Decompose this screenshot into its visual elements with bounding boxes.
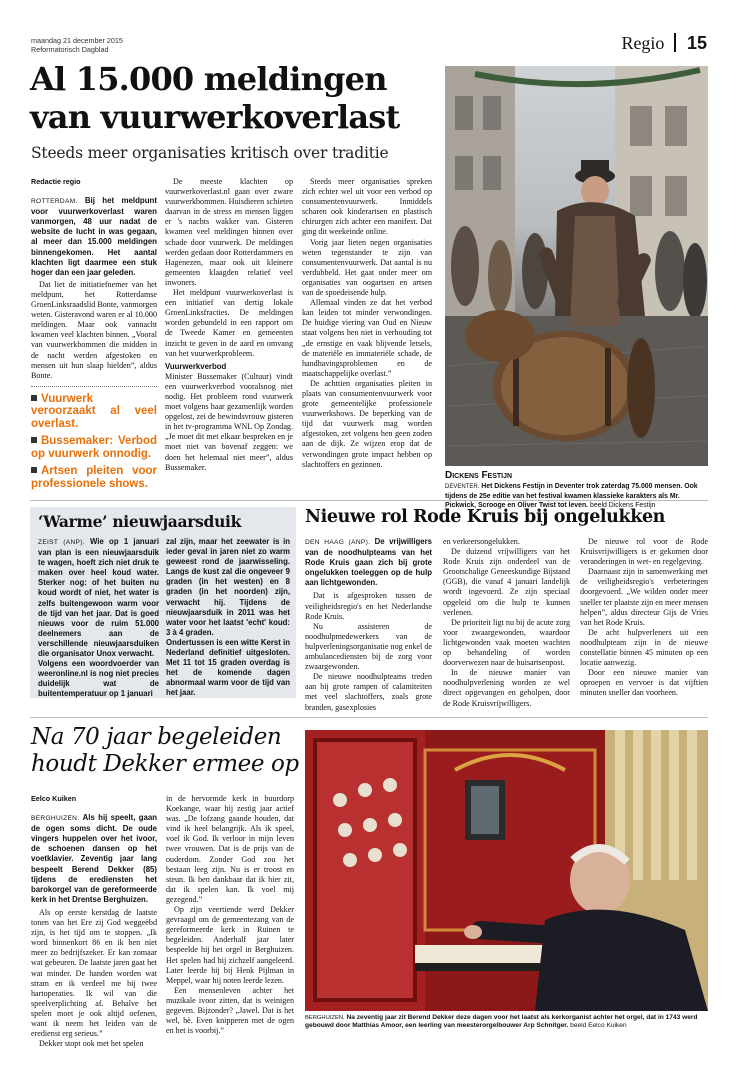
article1-photo-caption-title: Dickens Festijn	[445, 470, 513, 481]
article4-photo-caption	[305, 1014, 708, 1031]
masthead-paper: Reformatorisch Dagblad	[31, 45, 109, 54]
article4-headline-line1: Na 70 jaar begeleiden	[31, 724, 282, 750]
article3-column3	[580, 537, 708, 697]
article3-lead: De vrijwilligers van de noodhulpteams van het Rode Kruis gaan zich bij grote ongelukken toeleggen op de hulp aan lichtgewonden.	[305, 537, 432, 588]
pullquote-2: Bussemaker: Verbod op vuurwerk onnodig.	[31, 435, 157, 460]
article4-photo	[305, 730, 708, 1011]
article1-photo	[445, 66, 708, 466]
divider-rule	[30, 500, 708, 501]
article2-column2	[166, 537, 290, 697]
article4-column1	[31, 794, 157, 1049]
pullquote-3: Artsen pleiten voor professionele shows.	[31, 465, 157, 490]
article1-col2-p1: De meeste klachten op vuurwerkoverlast.nl gaan over zware vuurwerkbommen. Huisdieren schieten daarvan in de stress en mensen liggen er 's nachts wakker van. Gisteren kwamen veel meldingen binnen over schade door vuurwerk. De meldingen werden gedaan door Rotterdammers en Hagenezen, maar ook uit kleinere gemeenten klaagden relatief veel inwoners.	[165, 177, 293, 287]
section-divider	[674, 33, 676, 52]
bullet-square-icon	[31, 437, 37, 443]
article3-dateline: DEN HAAG (ANP).	[305, 539, 371, 546]
divider-rule	[30, 717, 708, 718]
article3-column2	[443, 537, 570, 708]
article1-byline: Redactie regio	[31, 177, 81, 186]
article3-col2-p4: In de nieuwe manier van noodhulpverlening worden ze wel direct opgevangen en geholpen, door de Rode Kruisvrijwilligers.	[443, 668, 570, 708]
section-name: Regio	[621, 33, 665, 53]
article1-pullquotes	[31, 386, 157, 491]
article3-col1-p2: Nu assisteren de noodhulpmedewerkers van de hulpverleningsorganisatie nog enkel de ambulancediensten bij de zorg voor zwaargewonden.	[305, 621, 432, 672]
section-label	[621, 33, 707, 54]
article1-photo-credit: beeld Dickens Festijn	[590, 502, 656, 509]
article1-headline-line1: Al 15.000 meldingen	[30, 60, 387, 98]
article1-col2-p2: Het meldpunt vuurwerkoverlast is een initiatief van dertig lokale GroenLinksfracties. De meldingen worden gebundeld in een rapport om de Tweede Kamer en gemeenten inzicht te geven in de aard en omvang van het vuurwerkprobleem.	[165, 288, 293, 358]
article1-dateline: ROTTERDAM.	[31, 198, 78, 206]
article1-column1	[31, 177, 157, 490]
article1-col3-p1: Steeds meer organisaties spreken zich echter wel uit voor een verbod op consumentenvuurwerk. Inmiddels scharen ook kinderartsen en plastisch chirurgen zich achter een manifest. Dat ging dit weekeinde online.	[302, 177, 432, 237]
article3-col3-p3: De acht hulpverleners uit een noodhulpteam zijn in de nieuwe constellatie binnen 45 minuten op een locatie aanwezig.	[580, 627, 708, 668]
article1-headline	[30, 60, 440, 136]
article1-subheadline: Steeds meer organisaties kritisch over traditie	[31, 144, 389, 162]
article4-col2-p2: Op zijn veertiende werd Dekker gevraagd om de gemeentezang van de gereformeerde kerk in Ruinen te begeleiden. Anderhalf jaar later bespeelde hij het orgel in Berghuizen. Het spelen had hij zichzelf aangeleerd. Later leerde hij bij Henk Pijlman in Meppel, waar hij noten leerde lezen.	[166, 905, 294, 985]
article4-col1-p2: Dekker stopt ook met het spelen	[39, 1039, 144, 1049]
article2-column1	[38, 537, 159, 697]
article2-col1-p2: Volgens een woordvoerder van weeronline.nl is nog niet precies duidelijk wat de buitentemperatuur op 1 januari	[38, 659, 159, 699]
pullquote-1: Vuurwerk veroorzaakt al veel overlast.	[31, 392, 157, 430]
article1-photo-caption-text: Het Dickens Festijn in Deventer trok zaterdag 75.000 mensen. Ook tijdens de 25e editie van het festival kwamen klassieke karakters als Mr. Pickwick, Scrooge en Oliver Twist tot leven.	[445, 483, 698, 509]
bullet-square-icon	[31, 395, 37, 401]
article1-col3-p2: Vorig jaar lieten negen organisaties weten tegenstander te zijn van consumentenvuurwerk. Dat aantal is nu verdubbeld. Het gaat onder meer om organisaties van oogartsen en artsen van de spoedeisende hulp.	[302, 237, 432, 298]
article3-column1	[305, 537, 432, 712]
article2-dateline: ZEIST (ANP).	[38, 539, 85, 546]
article3-col2-p2: De duizend vrijwilligers van het Rode Kruis zijn onderdeel van de Grootschalige Geneeskundige Bijstand (GGB), die vanaf 4 januari landelijk wordt ingevoerd. Ze zijn speciaal opgeleid om die hulp te kunnen verlenen.	[443, 547, 570, 617]
article3-col3-p4: Door een nieuwe manier van oproepen en vervoer is dat vijftien minuten sneller dan voorheen.	[580, 668, 708, 698]
article1-photo-caption-dateline: DEVENTER.	[445, 484, 480, 490]
article4-headline	[31, 724, 311, 778]
article4-lead: Als hij speelt, gaan de ogen soms dicht. De oude vingers huppelen over het ivoor, de schoenen dansen op het voetklavier. Zeventig jaar lang bespeelt Berend Dekker (85) tijdens de erediensten het barokorgel van de gereformeerde kerk in het Drentse Berghuizen.	[31, 813, 157, 904]
article4-photo-caption-dateline: BERGHUIZEN.	[305, 1015, 345, 1021]
article3-headline: Nieuwe rol Rode Kruis bij ongelukken	[305, 507, 666, 527]
article3-col1-p3: De nieuwe noodhulpteams treden aan bij grote rampen of calamiteiten met veel slachtoffers, zoals grote branden, gasexplosies	[305, 672, 432, 712]
article4-column2	[166, 794, 294, 1040]
page-number: 15	[686, 33, 707, 53]
article1-col3-p4: De achttien organisaties pleiten in plaats van consumentenvuurwerk voor grote gemeentelijke professionele vuurwerkshows. De beperking van de tijd dat vuurwerk mag worden afgestoken, zet volgens hen geen zoden aan de dijk. Ze wijzen erop dat de verwondingen grote impact hebben op slachtoffers en gezinnen.	[302, 378, 432, 469]
article4-byline: Eelco Kuiken	[31, 794, 77, 803]
article1-photo-caption	[445, 470, 708, 510]
article4-col1-p1: Als op eerste kerstdag de laatste tonen van het Ere zij God weggeëbd zijn, is het tijd om te stoppen. „Ik word binnenkort 86 en ik ben niet meer zo bedrijfszeker. Er kan zomaar wat gebeuren. De laatste jaren gaat het wat minder. De handen worden wat stram en ik verdeel me bij twee hartoperaties. Ik wil van die speelverplichting af. Behalve het spelen moet je ook altijd oefenen, want ik neem het leiden van de eredienst erg serieus.”	[31, 907, 157, 1039]
article1-col3-p3: Allemaal vinden ze dat het verbod kan leiden tot minder verwondingen. De huidige viering van Oud en Nieuw staat volgens hen niet in verhouding tot „de ernstige en vaak blijvende letsels, de materiële en immateriële schade, de handhavingsproblemen en de maatschappelijke overlast.”	[302, 298, 432, 378]
article3-col3-p2: Daarnaast zijn in samenwerking met de veiligheidsregio's verbeteringen doorgevoerd. „We wilden onder meer sneller ter plaatste zijn en meer mensen helpen”, aldus directeur Gijs de Vries van het Rode Kruis.	[580, 567, 708, 627]
masthead-date: maandag 21 december 2015	[31, 36, 123, 45]
article2-col2-text: zal zijn, maar het zeewater is in ieder geval in jaren niet zo warm geweest rond de jaarwisseling. Langs de kust zal die ongeveer 9 graden (in het westen) en 8 graden (in het noorden) zijn, verwacht hij. Tijdens de nieuwjaarsduik in 2011 was het water voor het laatst 'echt' koud: 3 à 4 graden.	[166, 537, 290, 637]
article1-col2-p3: Minister Bussemaker (Cultuur) vindt een vuurwerkverbod vooralsnog niet nodig. Het probleem rond vuurwerk moet volgens haar gezamenlijk worden opgelost, zei de bewindsvrouw gisteren in het tv-programma WNL Op Zondag. „Je moet dit met elkaar bespreken en je moet niet van bovenaf zeggen: we doen het helemaal niet meer”, aldus Bussemaker.	[165, 371, 293, 472]
article3-col2-p3: De prioriteit ligt nu bij de acute zorg voor zwaargewonden, waardoor lichtgewonden vaak moeten wachten op behandeling of worden doorverwezen naar de huisartsenpost.	[443, 617, 570, 668]
article1-col1-p1: Dat liet de initiatiefnemer van het meldpunt, het Rotterdamse GroenLinksraadslid Bonte, vanmorgen weten. Gisteravond waren er al 10.000 meldingen. Maar ook vannacht kwamen veel klachten binnen. „Vooral van vuurwerkbommen die midden in de nacht werden afgestoken en mensen uit hun slaap hielden”, aldus Bonte.	[31, 279, 157, 380]
article3-col3-p1: De nieuwe rol voor de Rode Kruisvrijwilligers is er gekomen door veranderingen in wet- en regelgeving.	[580, 537, 708, 567]
article4-dateline: BERGHUIZEN.	[31, 815, 80, 823]
article2-headline: ‘Warme’ nieuwjaarsduik	[38, 512, 242, 531]
article1-col2-subhead: Vuurwerkverbod	[165, 361, 227, 371]
article4-headline-line2: houdt Dekker ermee op	[31, 751, 299, 777]
article4-photo-credit: beeld Eelco Kuiken	[570, 1022, 627, 1030]
bullet-square-icon	[31, 467, 37, 473]
festival-scene-image	[445, 66, 708, 466]
article3-col1-p1: Dat is afgesproken tussen de veiligheidsregio's en het Nederlandse Rode Kruis.	[305, 591, 432, 621]
article4-photo-caption-text: Na zeventig jaar zit Berend Dekker deze dagen voor het laatst als kerkorganist achter het orgel, dat in 1743 werd gebouwd door Matthias Amoor, een leerling van meesterorgelbouwer Arp Schnitger.	[305, 1014, 698, 1030]
article1-lead: Bij het meldpunt voor vuurwerkoverlast waren vanmorgen, 48 uur nadat de website de lucht in was gegaan, al meer dan 15.000 meldingen binnengekomen. Het aantal klachten ligt daarmee een stuk hoger dan een jaar geleden.	[31, 196, 157, 277]
article3-col2-p1: en verkeersongelukken.	[443, 537, 520, 546]
organ-scene-image	[305, 730, 708, 1011]
article4-col2-p3: Een mensenleven achter het muzikale ivoor zitten, dat is weinigen gegeven. Bijzonder? „Jawel. Dat is het wel, hè. Even knipperen met de ogen en het is voorbij.”	[166, 985, 294, 1036]
article2-col2-p2: Ondertussen is een witte Kerst in Nederland definitief uitgesloten. Met 11 tot 15 graden overdag is het de komende dagen abnormaal warm voor de tijd van het jaar.	[166, 637, 290, 698]
article2-col1-text: Wie op 1 januari van plan is een nieuwjaarsduik te wagen, hoeft zich niet druk te maken over heel koud water. Sterker nog: of het buiten nu koud wordt of niet, het water is zelfs buitengewoon warm voor de tijd van het jaar. Dat is goed nieuws voor de ruim 51.000 deelnemers aan de verschillende nieuwjaarsduiken die organisator Unox verwacht.	[38, 537, 159, 659]
article1-headline-line2: van vuurwerkoverlast	[30, 98, 400, 136]
article1-column3	[302, 177, 432, 487]
article1-column2	[165, 177, 293, 487]
article4-col2-p1: in de hervormde kerk in buurdorp Koekange, waar hij zestig jaar actief was. „De lofzang gaande houden, dat vind ik heel belangrijk. Als ik speel, voel ik God. Ik verloor in mijn leven twee vrouwen. Dat is de prijs van de ouderdom. Zonder God zou het bestaan leeg zijn. Nu is er troost en steun. Ik ben dankbaar dat ik hier zit, dat ik spelen kan. Ik voel mij gezegend.”	[166, 794, 294, 904]
